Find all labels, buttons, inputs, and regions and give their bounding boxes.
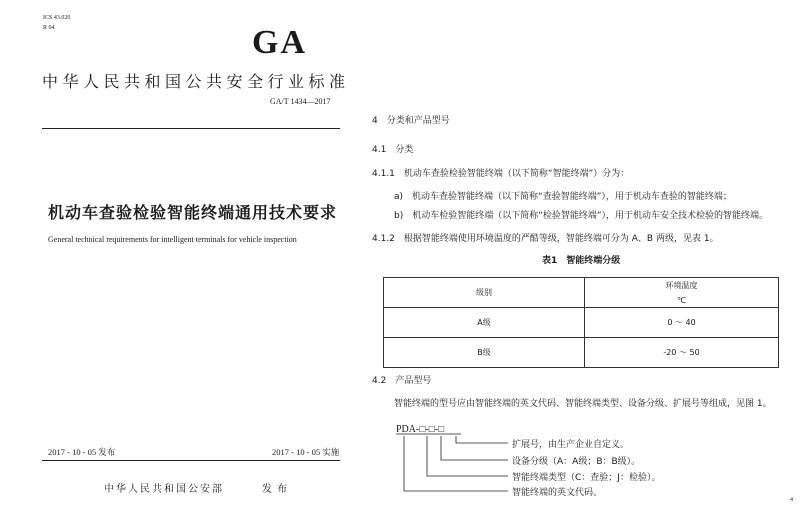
page-number: 4 bbox=[790, 497, 793, 503]
header-temperature: 环境温度 ℃ bbox=[585, 278, 779, 308]
table-caption: 表1 智能终端分级 bbox=[542, 256, 621, 266]
section-4-heading: 4 分类和产品型号 bbox=[372, 116, 450, 126]
section-4-2-text: 智能终端的型号应由智能终端的英文代码、智能终端类型、设备分级、扩展号等组成，见图 1。 bbox=[394, 399, 772, 409]
range-cell: 0 ～ 40 bbox=[585, 308, 779, 338]
ics-code: ICS 43.020 bbox=[43, 15, 71, 21]
r-code: R 04 bbox=[43, 25, 55, 31]
grade-cell: A级 bbox=[384, 308, 585, 338]
list-item-a: a) 机动车查验智能终端（以下简称“查验智能终端”），用于机动车查验的智能终端； bbox=[394, 192, 732, 202]
annotation-grade: 设备分级（A：A级；B：B级）。 bbox=[512, 457, 641, 467]
annotation-code: 智能终端的英文代码。 bbox=[512, 488, 603, 498]
section-4-1-heading: 4.1 分类 bbox=[372, 145, 414, 155]
section-4-2-heading: 4.2 产品型号 bbox=[372, 376, 432, 386]
annotation-type: 智能终端类型（C：查验；J：检验）。 bbox=[512, 473, 661, 483]
document-title-en: General technical requirements for intelligent terminals for vehicle inspection bbox=[48, 235, 297, 244]
clause-4-1-1: 4.1.1 机动车查验检验智能终端（以下简称“智能终端”）分为： bbox=[372, 169, 630, 179]
list-item-b: b) 机动车检验智能终端（以下简称“检验智能终端”），用于机动车安全技术检验的智能终端。 bbox=[394, 211, 769, 221]
model-code: PDA-□-□-□ bbox=[396, 424, 445, 435]
document-title-cn: 机动车查验检验智能终端通用技术要求 bbox=[48, 203, 338, 222]
implement-date: 2017 - 10 - 05 实施 bbox=[272, 447, 340, 457]
issue-word: 发布 bbox=[262, 484, 292, 495]
issue-date: 2017 - 10 - 05 发布 bbox=[48, 447, 116, 457]
grade-cell: B级 bbox=[384, 338, 585, 368]
annotation-extension: 扩展号，由生产企业自定义。 bbox=[512, 440, 630, 450]
header-grade: 级别 bbox=[384, 278, 585, 308]
ga-logo: GA bbox=[252, 24, 307, 61]
temperature-unit: ℃ bbox=[677, 296, 686, 305]
issuer: 中华人民共和国公安部 bbox=[104, 484, 224, 495]
standard-number: GA/T 1434—2017 bbox=[270, 97, 331, 106]
range-cell: -20 ～ 50 bbox=[585, 338, 779, 368]
standard-title: 中华人民共和国公共安全行业标准 bbox=[42, 72, 350, 91]
clause-4-1-2: 4.1.2 根据智能终端使用环境温度的严酷等级，智能终端可分为 A、B 两级，见表 1。 bbox=[372, 234, 719, 244]
